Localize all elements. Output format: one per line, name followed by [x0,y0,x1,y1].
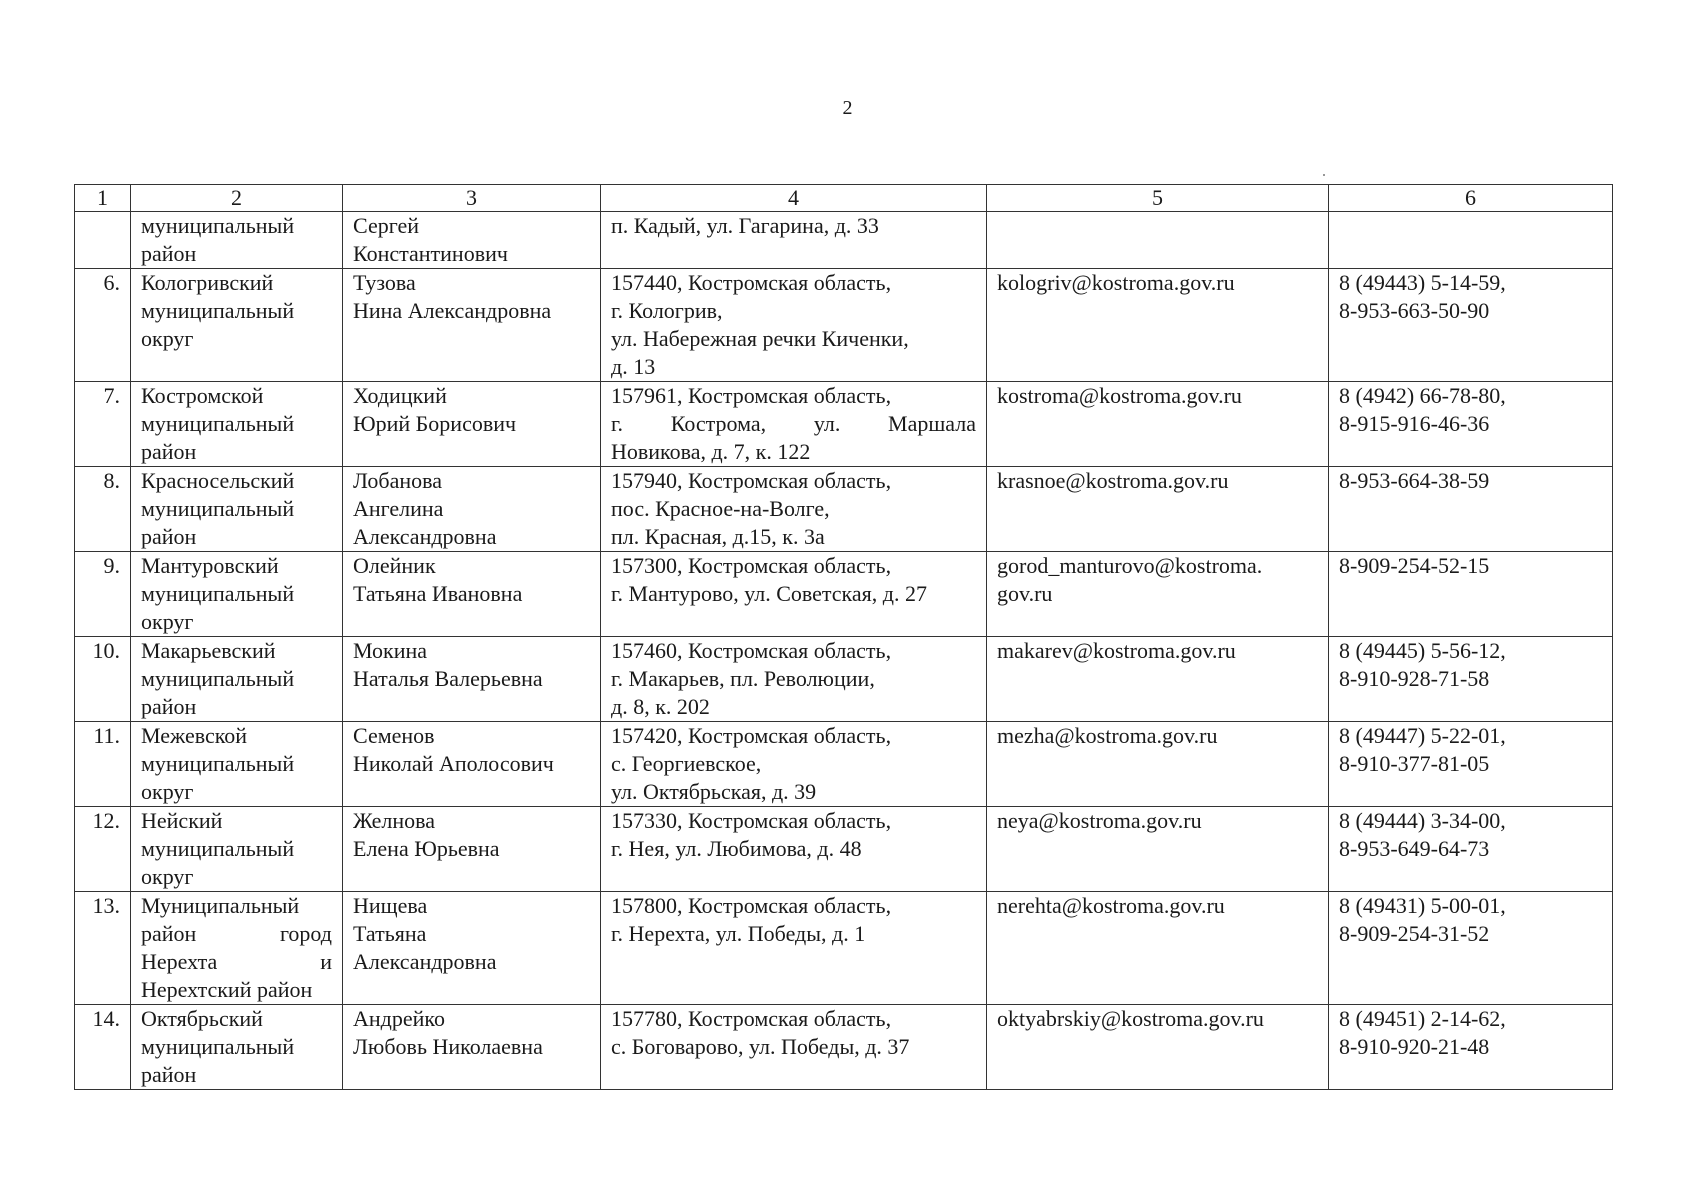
email-cell [987,722,1329,807]
cell-line: gov.ru [997,581,1053,606]
cell-line: пл. Красная, д.15, к. 3а [611,524,825,549]
row-number-cell [75,212,131,269]
address-cell [601,552,987,637]
cell-line: Николай Аполосович [353,751,554,776]
cell-line: 8 (49445) 5-56-12, [1339,638,1506,663]
cell-line: Тузова [353,270,416,295]
cell-line: Ходицкий [353,383,447,408]
address-cell [601,637,987,722]
cell-line: с. Боговарово, ул. Победы, д. 37 [611,1034,910,1059]
cell-line: 157300, Костромская область, [611,553,892,578]
cell-line: krasnoe@kostroma.gov.ru [997,468,1229,493]
district-cell [131,552,343,637]
cell-line: Татьяна Ивановна [353,581,523,606]
email-cell [987,467,1329,552]
cell-line [141,948,332,976]
cell-line: 157940, Костромская область, [611,468,892,493]
cell-line: Любовь Николаевна [353,1034,543,1059]
row-number-cell: 13. [75,892,131,1005]
cell-line: Красносельский [141,468,295,493]
cell-line: Костромской [141,383,264,408]
email-cell [987,1005,1329,1090]
phone-cell [1329,722,1613,807]
head-name-cell [343,382,601,467]
header-cell: 1 [75,185,131,212]
cell-line: Нищева [353,893,428,918]
word: Маршала [888,411,976,436]
table-row [75,212,1613,269]
cell-line: Нерехтский район [141,977,313,1002]
cell-line: 8-910-920-21-48 [1339,1034,1490,1059]
address-cell [601,212,987,269]
cell-line: Андрейко [353,1006,445,1031]
cell-line: neya@kostroma.gov.ru [997,808,1202,833]
cell-line: г. Кологрив, [611,298,723,323]
word: ул. [813,411,841,436]
cell-line: муниципальный [141,751,295,776]
cell-line: 8-953-649-64-73 [1339,836,1490,861]
cell-line: 157780, Костромская область, [611,1006,892,1031]
district-cell [131,382,343,467]
email-cell [987,269,1329,382]
cell-line: 8 (49451) 2-14-62, [1339,1006,1506,1031]
cell-line: Желнова [353,808,435,833]
cell-line: д. 13 [611,354,656,379]
cell-line [611,410,976,438]
email-cell [987,807,1329,892]
header-cell: 3 [343,185,601,212]
cell-line: makarev@kostroma.gov.ru [997,638,1236,663]
cell-line: муниципальный [141,298,295,323]
cell-line: район [141,1062,197,1087]
phone-cell [1329,382,1613,467]
cell-line: Сергей [353,213,419,238]
phone-cell [1329,467,1613,552]
word: район [141,921,197,946]
table-row [75,269,1613,382]
phone-cell [1329,552,1613,637]
header-cell: 4 [601,185,987,212]
district-cell [131,807,343,892]
cell-line: mezha@kostroma.gov.ru [997,723,1218,748]
table-header-row [75,185,1613,212]
email-cell [987,637,1329,722]
cell-line: Семенов [353,723,435,748]
cell-line: Константинович [353,241,508,266]
cell-line: Кологривский [141,270,274,295]
cell-line: 8-953-664-38-59 [1339,468,1490,493]
phone-cell [1329,637,1613,722]
head-name-cell [343,637,601,722]
address-cell [601,1005,987,1090]
cell-line: округ [141,864,194,889]
table-row [75,382,1613,467]
district-cell [131,892,343,1005]
cell-line: Новикова, д. 7, к. 122 [611,439,811,464]
row-number-cell: 7. [75,382,131,467]
cell-line: 157800, Костромская область, [611,893,892,918]
cell-line: oktyabrskiy@kostroma.gov.ru [997,1006,1264,1031]
head-name-cell [343,722,601,807]
cell-line: 8 (4942) 66-78-80, [1339,383,1506,408]
cell-line: г. Нея, ул. Любимова, д. 48 [611,836,862,861]
district-cell [131,212,343,269]
cell-line: муниципальный [141,666,295,691]
cell-line: Ангелина [353,496,444,521]
cell-line: 8-910-377-81-05 [1339,751,1490,776]
cell-line: округ [141,609,194,634]
row-number-cell: 6. [75,269,131,382]
cell-line: г. Мантурово, ул. Советская, д. 27 [611,581,927,606]
cell-line: 157440, Костромская область, [611,270,892,295]
cell-line: 8-915-916-46-36 [1339,411,1490,436]
phone-cell [1329,1005,1613,1090]
head-name-cell [343,1005,601,1090]
head-name-cell [343,467,601,552]
cell-line: Межевской [141,723,248,748]
cell-line: пос. Красное-на-Волге, [611,496,830,521]
phone-cell [1329,212,1613,269]
scan-speck [1323,174,1325,176]
cell-line: gorod_manturovo@kostroma. [997,553,1263,578]
email-cell [987,212,1329,269]
cell-line: 157420, Костромская область, [611,723,892,748]
cell-line: г. Нерехта, ул. Победы, д. 1 [611,921,866,946]
address-cell [601,269,987,382]
header-cell: 5 [987,185,1329,212]
address-cell [601,722,987,807]
cell-line: 8-909-254-52-15 [1339,553,1490,578]
table-row [75,1005,1613,1090]
cell-line: 157961, Костромская область, [611,383,892,408]
cell-line: 8 (49447) 5-22-01, [1339,723,1506,748]
cell-line: Нина Александровна [353,298,552,323]
table-row [75,722,1613,807]
word: г. [611,411,624,436]
cell-line [141,920,332,948]
cell-line: Мантуровский [141,553,279,578]
cell-line: nerehta@kostroma.gov.ru [997,893,1225,918]
head-name-cell [343,269,601,382]
cell-line: Октябрьский [141,1006,263,1031]
cell-line: Юрий Борисович [353,411,517,436]
word: и [320,949,332,974]
word: Кострома, [670,411,767,436]
row-number-cell: 14. [75,1005,131,1090]
cell-line: округ [141,326,194,351]
cell-line: Александровна [353,949,497,974]
cell-line: 8-953-663-50-90 [1339,298,1490,323]
head-name-cell [343,552,601,637]
address-cell [601,892,987,1005]
cell-line: ул. Октябрьская, д. 39 [611,779,817,804]
cell-line: 8 (49431) 5-00-01, [1339,893,1506,918]
row-number-cell: 8. [75,467,131,552]
table-row [75,552,1613,637]
cell-line: д. 8, к. 202 [611,694,710,719]
cell-line: Макарьевский [141,638,276,663]
row-number-cell: 10. [75,637,131,722]
cell-line: 8 (49443) 5-14-59, [1339,270,1506,295]
address-cell [601,382,987,467]
cell-line: г. Макарьев, пл. Революции, [611,666,875,691]
cell-line: kologriv@kostroma.gov.ru [997,270,1235,295]
cell-line: 8 (49444) 3-34-00, [1339,808,1506,833]
cell-line: Олейник [353,553,436,578]
email-cell [987,552,1329,637]
cell-line: муниципальный [141,1034,295,1059]
cell-line: с. Георгиевское, [611,751,762,776]
cell-line: Лобанова [353,468,442,493]
cell-line: район [141,241,197,266]
cell-line: Муниципальный [141,893,300,918]
cell-line: Татьяна [353,921,427,946]
cell-line: муниципальный [141,496,295,521]
email-cell [987,892,1329,1005]
address-cell [601,467,987,552]
address-cell [601,807,987,892]
phone-cell [1329,807,1613,892]
page-number: 2 [842,97,853,119]
cell-line: 8-910-928-71-58 [1339,666,1490,691]
cell-line: 157460, Костромская область, [611,638,892,663]
cell-line: муниципальный [141,836,295,861]
cell-line: п. Кадый, ул. Гагарина, д. 33 [611,213,879,238]
word: Нерехта [141,949,218,974]
district-cell [131,269,343,382]
table-row [75,467,1613,552]
cell-line: муниципальный [141,411,295,436]
cell-line: муниципальный [141,581,295,606]
cell-line: Мокина [353,638,428,663]
cell-line: Александровна [353,524,497,549]
row-number-cell: 9. [75,552,131,637]
phone-cell [1329,892,1613,1005]
cell-line: Нейский [141,808,223,833]
email-cell [987,382,1329,467]
row-number-cell: 12. [75,807,131,892]
table-row [75,807,1613,892]
district-cell [131,722,343,807]
table-row [75,892,1613,1005]
contacts-table [74,184,1613,1090]
cell-line: округ [141,779,194,804]
cell-line: район [141,439,197,464]
cell-line: район [141,524,197,549]
word: город [279,921,332,946]
cell-line: район [141,694,197,719]
district-cell [131,1005,343,1090]
district-cell [131,637,343,722]
head-name-cell [343,892,601,1005]
cell-line: муниципальный [141,213,295,238]
cell-line: 157330, Костромская область, [611,808,892,833]
cell-line: kostroma@kostroma.gov.ru [997,383,1242,408]
cell-line: ул. Набережная речки Киченки, [611,326,909,351]
cell-line: Елена Юрьевна [353,836,500,861]
head-name-cell [343,807,601,892]
district-cell [131,467,343,552]
header-cell: 2 [131,185,343,212]
header-cell: 6 [1329,185,1613,212]
cell-line: 8-909-254-31-52 [1339,921,1490,946]
head-name-cell [343,212,601,269]
cell-line: Наталья Валерьевна [353,666,543,691]
phone-cell [1329,269,1613,382]
table-row [75,637,1613,722]
row-number-cell: 11. [75,722,131,807]
